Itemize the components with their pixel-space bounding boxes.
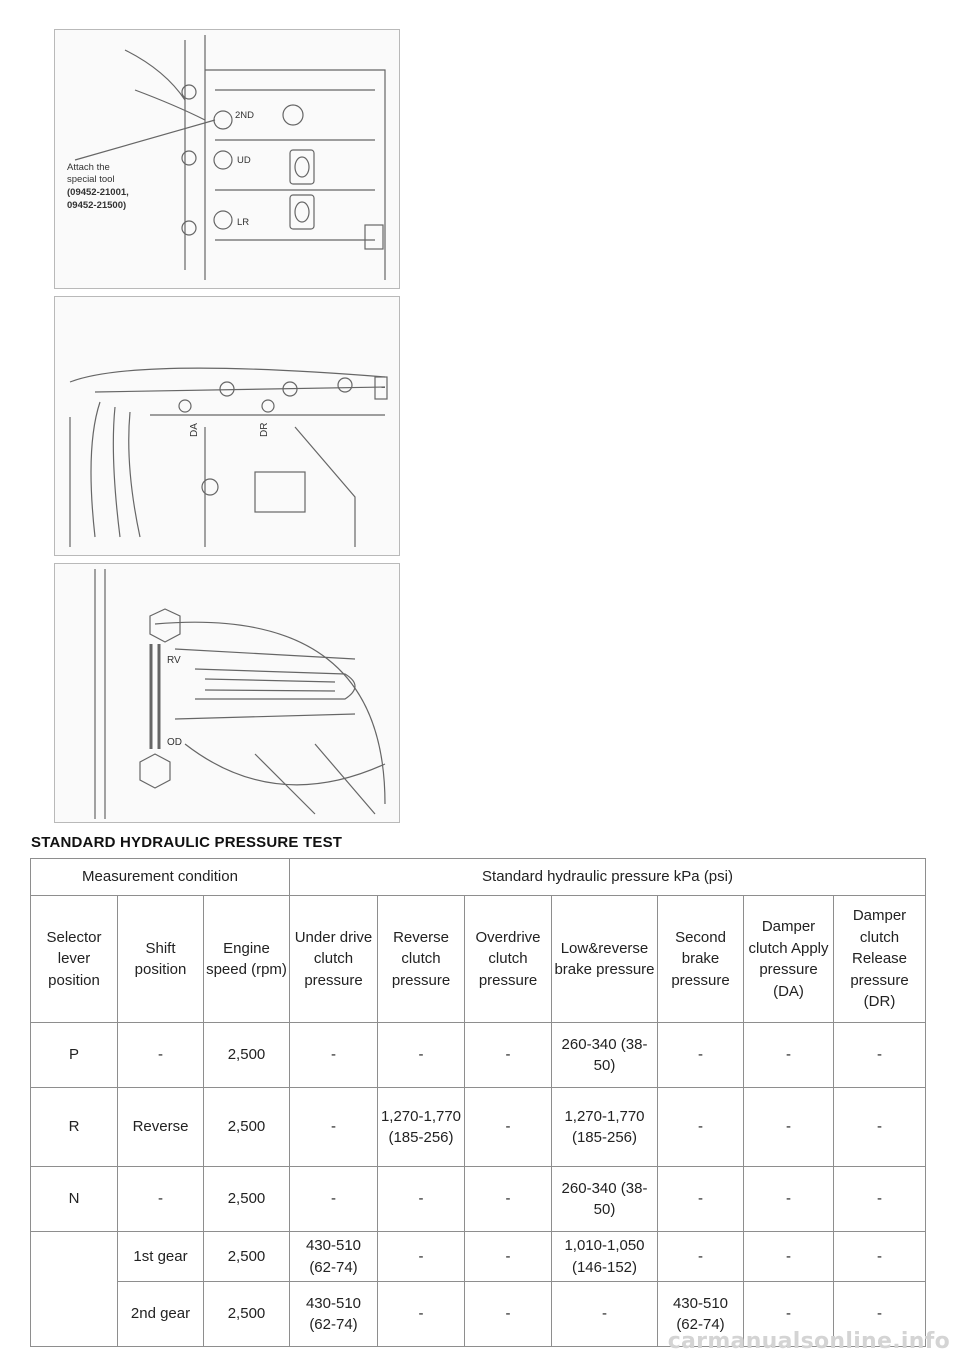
table-cell: - [658,1023,744,1088]
watermark-text: carmanualsonline.info [667,1329,950,1354]
table-cell: - [744,1282,834,1347]
table-cell: 1,270-1,770 (185-256) [552,1088,658,1167]
table-cell: - [834,1232,926,1282]
table-cell: - [378,1167,465,1232]
table-cell: - [834,1023,926,1088]
group-header-row [31,859,926,896]
table-row [31,1232,926,1282]
table-cell: 1,270-1,770 (185-256) [378,1088,465,1167]
label-da: DA [189,423,200,437]
label-2nd: 2ND [235,110,255,121]
table-cell: - [834,1282,926,1347]
col-header: Low&reverse brake pressure [552,896,658,1023]
table-cell: - [465,1088,552,1167]
col-header: Reverse clutch pressure [378,896,465,1023]
table-row [31,1023,926,1088]
valve-body-illustration-2 [55,297,399,555]
figure-valve-body-da-dr [54,296,400,556]
header-measurement-condition: Measurement condition [31,859,290,896]
valve-body-illustration-3 [55,564,399,822]
callout-line-1: Attach the [67,162,110,173]
label-od: OD [167,737,182,748]
table-cell: - [118,1023,204,1088]
watermark-footer [0,1328,960,1358]
figure-valve-body-rv-od [54,563,400,823]
table-cell: 430-510 (62-74) [290,1282,378,1347]
table-cell: - [290,1023,378,1088]
table-cell: 260-340 (38-50) [552,1023,658,1088]
table-row [31,1088,926,1167]
table-cell: - [744,1167,834,1232]
label-rv: RV [167,655,181,666]
column-header-row [31,896,926,1023]
table-row [31,1167,926,1232]
table-cell: - [744,1088,834,1167]
table-cell: - [834,1088,926,1167]
table-cell: 2,500 [204,1282,290,1347]
table-cell: - [744,1023,834,1088]
col-header: Damper clutch Apply pressure (DA) [744,896,834,1023]
section-title: STANDARD HYDRAULIC PRESSURE TEST [31,834,343,851]
table-cell: - [658,1088,744,1167]
table-cell: - [290,1088,378,1167]
table-cell: - [658,1167,744,1232]
table-cell: 2,500 [204,1088,290,1167]
label-dr: DR [259,422,270,437]
table-cell: - [658,1232,744,1282]
col-header: Shift position [118,896,204,1023]
table-cell: 1,010-1,050 (146-152) [552,1232,658,1282]
table-cell: P [31,1023,118,1088]
table-cell: 2,500 [204,1023,290,1088]
table-cell: - [465,1023,552,1088]
table-cell: 2,500 [204,1167,290,1232]
table-cell: - [378,1282,465,1347]
table-cell: - [290,1167,378,1232]
callout-line-3: (09452-21001, [67,187,129,198]
table-cell: - [465,1282,552,1347]
col-header: Overdrive clutch pressure [465,896,552,1023]
col-header: Under drive clutch pressure [290,896,378,1023]
table-cell: 2,500 [204,1232,290,1282]
callout-line-2: special tool [67,174,115,185]
figure-valve-body-2nd-ud-lr [54,29,400,289]
table-cell: 430-510 (62-74) [658,1282,744,1347]
table-cell: R [31,1088,118,1167]
table-cell: 260-340 (38-50) [552,1167,658,1232]
hydraulic-pressure-table [30,858,926,1347]
callout-line-4: 09452-21500) [67,200,127,211]
col-header: Damper clutch Release pressure (DR) [834,896,926,1023]
table-cell: - [378,1023,465,1088]
table-cell: 430-510 (62-74) [290,1232,378,1282]
table-cell: 1st gear [118,1232,204,1282]
table-cell: - [465,1167,552,1232]
col-header: Engine speed (rpm) [204,896,290,1023]
table-cell: N [31,1167,118,1232]
valve-body-illustration-1 [55,30,399,288]
table-cell: - [118,1167,204,1232]
table-cell: - [552,1282,658,1347]
label-lr: LR [237,217,250,228]
header-standard-pressure: Standard hydraulic pressure kPa (psi) [290,859,926,896]
table-cell: - [465,1232,552,1282]
table-cell: - [834,1167,926,1232]
col-header: Selector lever position [31,896,118,1023]
table-cell: - [378,1232,465,1282]
table-cell: - [744,1232,834,1282]
table-cell: 2nd gear [118,1282,204,1347]
label-ud: UD [237,155,251,166]
col-header: Second brake pressure [658,896,744,1023]
table-cell: Reverse [118,1088,204,1167]
